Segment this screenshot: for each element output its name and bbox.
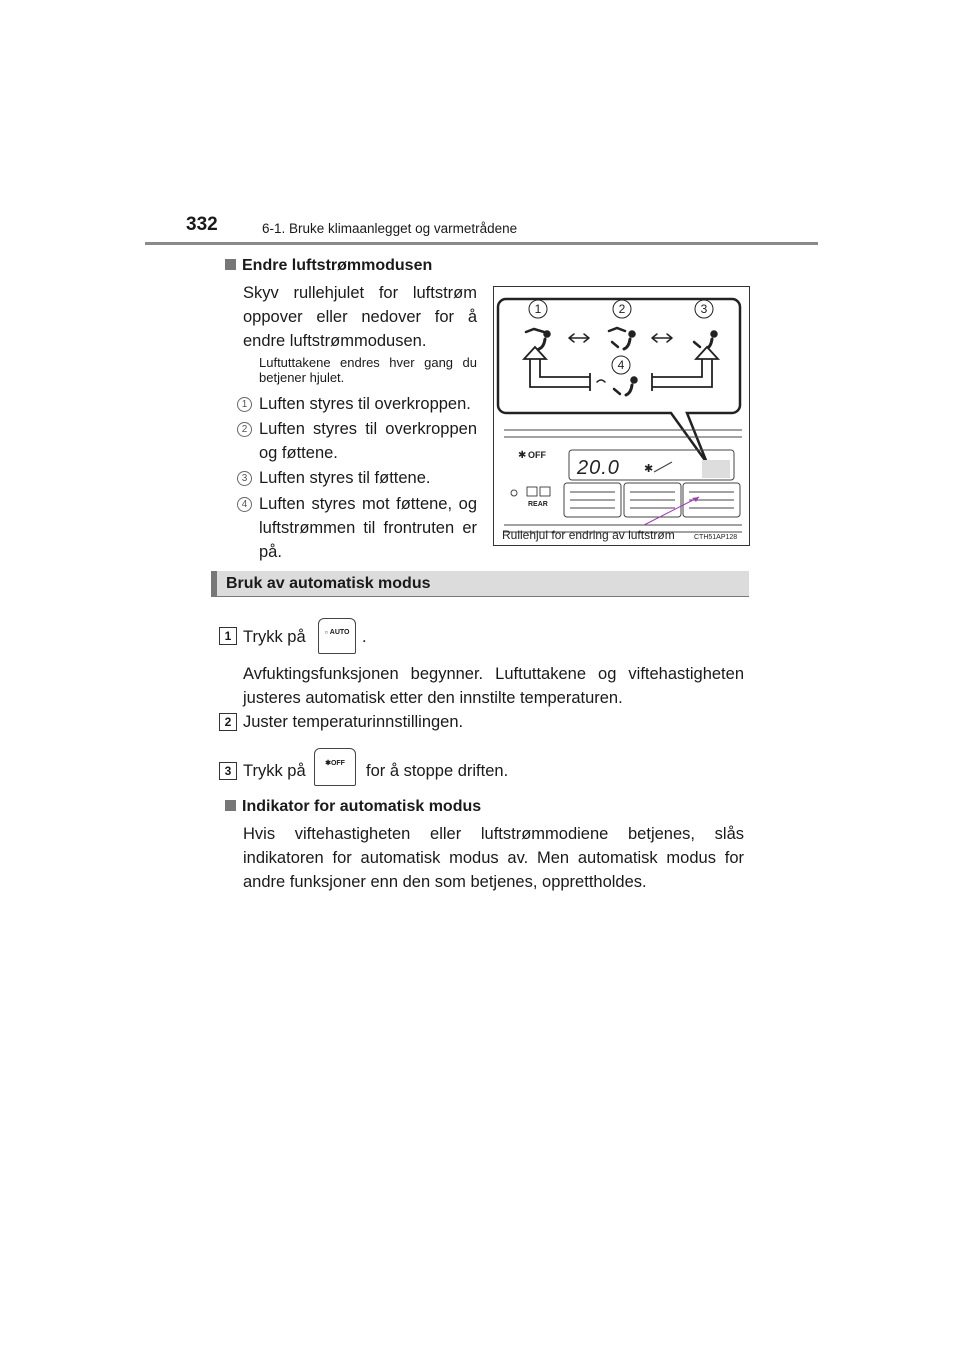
figure-caption: Rullehjul for endring av luftstrøm [502,528,675,542]
step-1-before: Trykk på [243,628,306,646]
rear-label: REAR [528,501,548,508]
airflow-item-4 [237,492,477,564]
control-panel [504,430,742,532]
airflow-heading [225,257,432,275]
item-number: 2 [237,422,252,437]
item-text: Luften styres til føttene. [259,469,431,487]
figure-code: CTH51AP128 [694,534,738,541]
item-number: 3 [237,471,252,486]
climate-panel-illustration [494,287,749,545]
step-1-detail: Avfuktingsfunksjonen begynner. Luftuttakene og viftehastigheten justeres automatisk etter den innstilte temperaturen. [243,665,744,707]
header-divider [145,242,818,245]
airflow-intro: Skyv rullehjulet for luftstrøm oppover eller nedover for å endre luftstrømmodusen. [243,284,477,350]
step-1-after: . [362,628,367,646]
auto-button-icon: ○ AUTO [318,618,356,654]
mode-number-3: 3 [700,302,708,316]
step-3-after: for å stoppe driften. [366,762,509,780]
auto-section-header [211,571,749,596]
indicator-heading [225,798,481,816]
auto-section-rule [211,596,749,597]
mode-number-4: 4 [617,358,625,372]
airflow-item-1 [237,392,477,416]
fan-off-button-icon: ✱OFF [314,748,356,786]
airflow-item-3 [237,466,477,490]
item-number: 4 [237,497,252,512]
mode-number-2: 2 [618,302,626,316]
fan-icon: ✱ [518,450,527,461]
square-bullet-icon [225,800,236,811]
climate-panel-figure [493,286,750,546]
caption-pointer-line [644,497,699,525]
airflow-heading-text: Endre luftstrømmodusen [242,257,433,274]
fan-off-label: OFF [528,450,546,460]
mode-number-1: 1 [534,302,542,316]
step-3-before: Trykk på [243,762,306,780]
item-text: Luften styres til overkroppen. [259,395,471,413]
fan-off-button-label: OFF [330,760,345,767]
step-number-1: 1 [219,627,237,645]
indicator-heading-text: Indikator for automatisk modus [242,798,482,815]
section-title: 6-1. Bruke klimaanlegget og varmetrådene [262,221,518,236]
airflow-note: Luftuttakene endres hver gang du betjener hjulet. [259,355,477,385]
auto-section-title: Bruk av automatisk modus [226,575,431,592]
square-bullet-icon [225,259,236,270]
item-number: 1 [237,397,252,412]
step-number-2: 2 [219,713,237,731]
auto-button-label: AUTO [329,629,350,636]
temperature-display: 20.0 [577,457,620,479]
item-text: Luften styres til overkroppen og føttene. [259,420,477,462]
indicator-text: Hvis viftehastigheten eller luftstrømmodiene betjenes, slås indikatoren for automatisk modus av. Men automatisk modus for andre funksjoner enn den som betjenes, opprettholdes. [243,825,744,891]
airflow-item-2 [237,417,477,465]
step-number-3: 3 [219,762,237,780]
item-text: Luften styres mot føttene, og luftstrømmen til frontruten er på. [259,495,477,561]
page-number: 332 [186,214,218,235]
fan-icon: ✱ [644,463,654,475]
callout-bubble [498,299,740,463]
step-2-text: Juster temperaturinnstillingen. [243,713,464,731]
